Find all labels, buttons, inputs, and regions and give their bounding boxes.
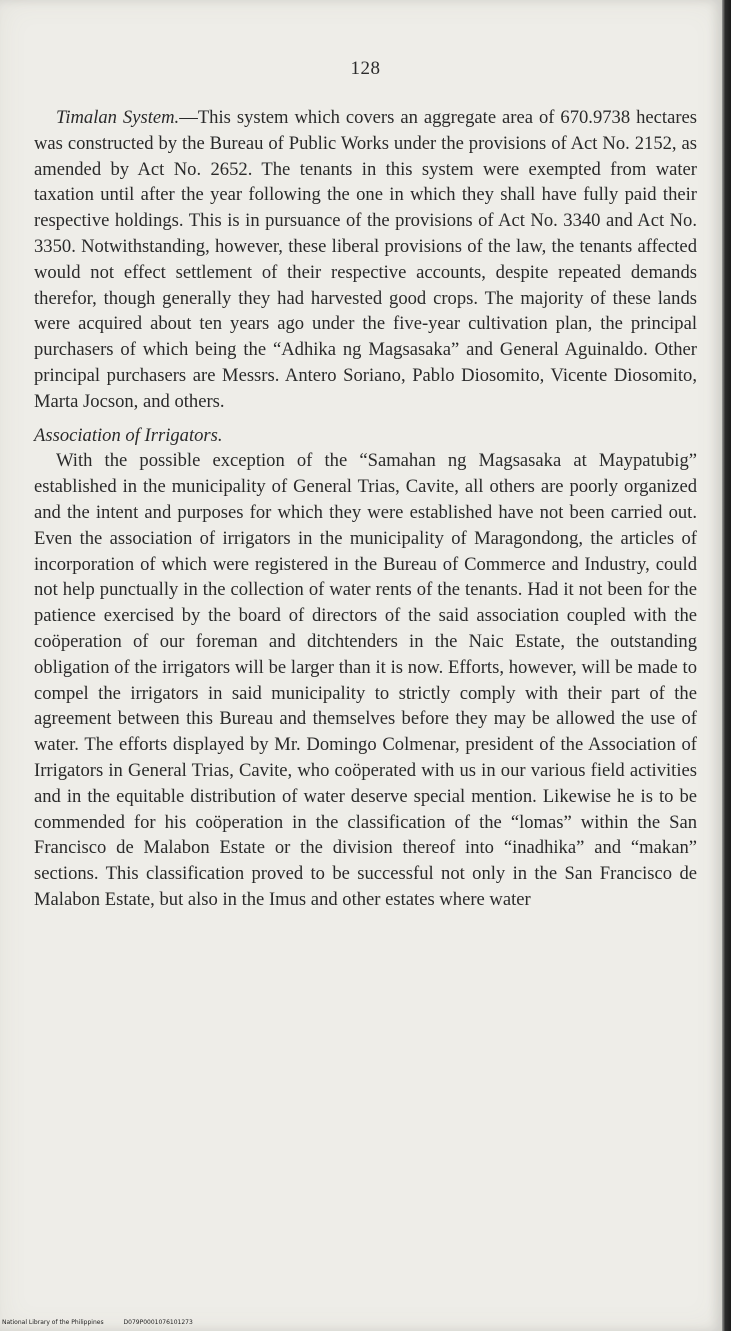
- paragraph-text: —This system which covers an aggregate area of 670.9738 hectares was constructed by the Bureau of Public Works under the provisions of Act No. 2152, as amended by Act No. 2652. The tenants in this system were exempted from water taxation until after the year following the one in which they shall have fully paid their respective holdings. This is in pursuance of the provisions of Act No. 3340 and Act No. 3350. Notwithstanding, however, these liberal provisions of the law, the tenants affected would not effect settlement of their respective accounts, despite repeated demands therefor, though generally they had harvested good crops. The majority of these lands were acquired about ten years ago under the five-year cultivation plan, the principal purchasers of which being the “Adhika ng Magsasaka” and General Aguinaldo. Other principal purchasers are Messrs. Antero Soriano, Pablo Diosomito, Vicente Diosomito, Marta Jocson, and others.: [34, 107, 697, 412]
- footer-document-code: D079P0001076101273: [123, 1319, 193, 1326]
- scan-footer: [2, 1319, 193, 1326]
- section-heading-association-of-irrigators: Association of Irrigators.: [34, 424, 223, 446]
- page-number: 128: [350, 58, 381, 79]
- page-edge-shadow: [722, 0, 731, 1331]
- footer-library-name: National Library of the Philippines: [2, 1319, 104, 1326]
- paragraph-timalan-system: [34, 105, 697, 415]
- body-text: [34, 105, 697, 913]
- run-in-title: Timalan System.: [56, 107, 180, 128]
- paragraph-association-of-irrigators: With the possible exception of the “Samahan ng Magsasaka at Maypatubig” established in the municipality of General Trias, Cavite, all others are poorly organized and the intent and purposes for which they were established have not been carried out. Even the association of irrigators in the municipality of Maragondong, the articles of incorporation of which were registered in the Bureau of Commerce and Industry, could not help punctually in the collection of water rents of the tenants. Had it not been for the patience exercised by the board of directors of the said association coupled with the coöperation of our foreman and ditchtenders in the Naic Estate, the outstanding obligation of the irrigators will be larger than it is now. Efforts, however, will be made to compel the irrigators in said municipality to strictly comply with their part of the agreement between this Bureau and themselves before they may be allowed the use of water. The efforts displayed by Mr. Domingo Colmenar, president of the Association of Irrigators in General Trias, Cavite, who coöperated with us in our various field activities and in the equitable distribution of water deserve special mention. Likewise he is to be commended for his coöperation in the classification of the “lomas” within the San Francisco de Malabon Estate or the division thereof into “inadhika” and “makan” sections. This classification proved to be successful not only in the San Francisco de Malabon Estate, but also in the Imus and other estates where water: [34, 450, 697, 910]
